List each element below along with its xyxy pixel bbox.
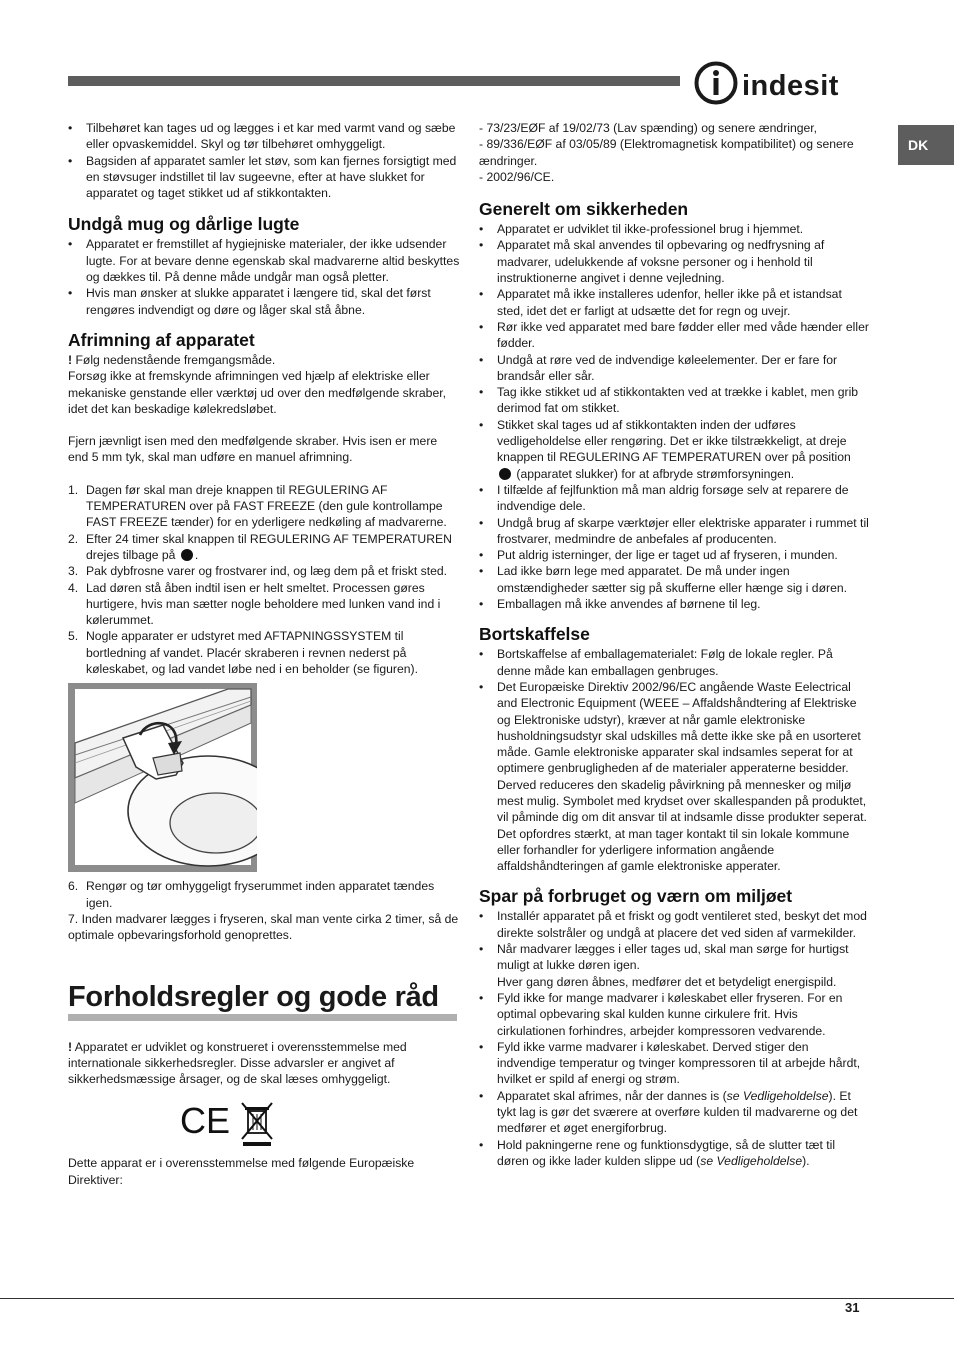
energy-text: Apparatet skal afrimes, når der dannes is ( [497,1088,727,1103]
step-number: 4. [68,580,79,595]
defrost-note-text: Følg nedenstående fremgangsmåde. [72,352,276,367]
list-item: • Undgå at røre ved de indvendige køleelementer. Der er fare for brandsår eller sår. [479,352,869,385]
energy-text: Hold pakningerne rene og funktionsdygtige, så de slutter tæt til døren og ikke lader kulden slippe ud ( [497,1137,836,1168]
list-item: • Put aldrig isterninger, der lige er taget ud af fryseren, i munden. [479,547,869,563]
list-item: • Hvis man ønsker at slukke apparatet i længere tid, skal det først rengøres indvendigt og døre og låger skal stå åbne. [68,285,460,318]
list-item [68,628,460,677]
list-item: • Bagsiden af apparatet samler let støv, som kan fjernes forsigtigt med en støvsuger indstillet til lav sugeevne, efter at have slukket for apparatet og taget stikket ud af stikkontakten. [68,153,460,202]
defrost-steps [68,482,460,678]
list-item: • Bortskaffelse af emballagematerialet: Følg de lokale regler. På denne måde kan emballagen genbruges. [479,646,869,679]
list-item: • Apparatet er udviklet til ikke-professionel brug i hjemmet. [479,221,869,237]
maintenance-ref: se Vedligeholdelse [700,1153,803,1168]
power-text: Stikket skal tages ud af stikkontakten inden der udføres vedligeholdelse eller rengøring. Det er ikke tilstrækkeligt, at dreje knappen til REGULERING AF TEMPERATUREN over på position [497,417,851,465]
step-number: 5. [68,629,79,644]
defrost-note [68,352,460,368]
list-item: • Apparatet må ikke installeres udenfor, heller ikke på et istandsat sted, idet det er farligt at udsætte det for regn og uvejr. [479,286,869,319]
footer-rule [0,1298,954,1299]
list-item: • Undgå brug af skarpe værktøjer eller elektriske apparater i rummet til frostvarer, medmindre de anbefales af producenten. [479,515,869,548]
step-text: Efter 24 timer skal knappen til REGULERING AF TEMPERATUREN drejes tilbage på [86,531,452,562]
step-number: 2. [68,531,79,546]
list-item: • I tilfælde af fejlfunktion må man aldrig forsøge selv at reparere de indvendige dele. [479,482,869,515]
defrost-paragraph: Forsøg ikke at fremskynde afrimningen ved hjælp af elektriske eller mekaniske genstande eller værktøj ud over den medfølgende skraber, idet det kan beskadige kølekredsløbet. [68,369,447,416]
list-item [479,1137,869,1170]
step-number: 1. [68,482,79,497]
safety-heading: Generelt om sikkerheden [479,199,689,220]
maintenance-ref: se Vedligeholdelse [726,1088,829,1103]
disposal-heading: Bortskaffelse [479,624,590,645]
list-item [68,482,460,531]
directives-intro: Dette apparat er i overensstemmelse med følgende Europæiske Direktiver: [68,1156,415,1187]
defrost-heading: Afrimning af apparatet [68,329,255,350]
directive-line: - 89/336/EØF af 03/05/89 (Elektromagnetisk kompatibilitet) og senere ændringer. [479,137,854,168]
energy-text: ). Et tykt lag is gør det sværere at overføre kulden til madvarerne og det medfører et øget energiforbrug. [497,1088,858,1136]
directive-line: - 2002/96/CE. [479,169,555,184]
section-title: Forholdsregler og gode råd [68,980,439,1013]
list-item [479,679,869,875]
left-column [68,120,460,1188]
intro-list [68,120,460,201]
list-item [68,878,460,911]
mould-list [68,236,460,317]
power-text-end: (apparatet slukker) for at afbryde strømforsyningen. [513,466,795,481]
ce-mark-icon: CE [180,1100,231,1142]
precautions-note-text: Apparatet er udviklet og konstrueret i overensstemmelse med internationale sikkerhedsregler. Disse advarsler er angivet af sikkerhedsmæssige årsager, og de skal læses omhyggeligt. [68,1039,407,1087]
title-underline [68,1014,457,1021]
off-position-icon [181,549,193,561]
weee-text-cont: Det opfordres stærkt, at man tager kontakt til sin lokale kommune eller forhandler for yderligere information angående affaldshåndteringen af gamle elektroniske apperater. [497,826,850,874]
list-item: • Fyld ikke varme madvarer i køleskabet. Derved stiger den indvendige temperatur og tvinger kompressoren til at arbejde hårdt, hvilket er spild af energi og strøm. [479,1039,869,1088]
list-item [68,911,460,944]
warning-mark: ! [68,352,73,367]
header-bar [68,76,680,86]
defrost-paragraph: Fjern jævnligt isen med den medfølgende skraber. Hvis isen er mere end 5 mm tyk, skal man udføre en manuel afrimning. [68,434,438,465]
weee-text: Det Europæiske Direktiv 2002/96/EC angående Waste Eelectrical and Electronic Equipment (WEEE – Affaldshåndtering af Elektriske og Elektroniske udstyr), kræver at når gamle elektroniske husholdningsudstyr skal udskilles må dette ikke ske på en usorteret måde. Gamle elektroniske apparater skal indsamles seperat for at optimere genbrugligheden af de materialer apperaterne besidder. Derved reduceres den skadelig påvirkning på mennesker og miljø mest mulig. Symbolet med krydset over skallespanden på produktet, vil påminde dig om dit ansvar til at indsamle disse produkter seperat. [497,679,867,825]
list-item: 2. Efter 24 timer skal knappen til REGULERING AF TEMPERATUREN drejes tilbage på . [68,531,452,562]
step-number: 7. [68,911,79,926]
list-item [68,580,460,629]
energy-list [479,908,869,1169]
list-item [479,417,869,482]
language-tab: DK [898,125,954,165]
list-item: • Apparatet er fremstillet af hygiejniske materialer, der ikke udsender lugte. For at bevare denne egenskab skal madvarerne altid beskyttes og dækkes til. På denne måde undgår man også pletter. [68,236,460,285]
step-text: Inden madvarer lægges i fryseren, skal man vente cirka 2 timer, så de optimale opbevaringsforhold genoprettes. [68,911,459,943]
defrost-steps-cont [68,878,460,943]
list-item: • Tilbehøret kan tages ud og lægges i et kar med varmt vand og sæbe eller opvaskemiddel. Skyl og tør tilbehøret omhyggeligt. [68,120,460,153]
energy-heading: Spar på forbruget og værn om miljøet [479,886,793,907]
list-item [479,941,869,990]
list-item: • Tag ikke stikket ud af stikkontakten ved at trække i kablet, men grib derimod fat om stikket. [479,384,869,417]
step-text: Dagen før skal man dreje knappen til REGULERING AF TEMPERATUREN over på FAST FREEZE (den gule kontrollampe FAST FREEZE tænder) for en yderligere nedkøling af madvarerne. [86,482,447,530]
list-item [68,563,460,579]
step-text: Nogle apparater er udstyret med AFTAPNINGSSYSTEM til bortledning af vandet. Placér skraberen i revnen nederst på køleskabet, og lad vandet løbe ned i en beholder (se figuren). [86,629,418,677]
drain-scraper-figure [68,683,257,872]
crossed-bin-icon [242,1103,272,1146]
disposal-list [479,646,869,874]
list-item [479,1088,869,1137]
list-item: • Emballagen må ikke anvendes af børnene til leg. [479,596,869,612]
list-item: • Installér apparatet på et friskt og godt ventileret sted, beskyt det mod direkte solstråler og undgå at placere det ved siden af varmekilder. [479,908,869,941]
indesit-logo [694,60,872,106]
list-item: • Apparatet må skal anvendes til opbevaring og nedfrysning af madvarer, udelukkende af voksne personer og i henhold til instruktionerne angivet i denne vejledning. [479,237,869,286]
right-column [479,120,869,1169]
precautions-note [68,1039,460,1088]
page-number: 31 [845,1300,860,1315]
step-text: Pak dybfrosne varer og frostvarer ind, og læg dem på et friskt sted. [86,564,448,579]
step-number: 3. [68,564,79,579]
safety-list [479,221,869,612]
step-number: 6. [68,879,79,894]
step-text: Rengør og tør omhyggeligt fryserummet inden apparatet tændes igen. [86,879,435,910]
energy-text: Når madvarer lægges i eller tages ud, skal man sørge for hurtigst muligt at lukke døren igen. [497,942,849,973]
directive-line: - 73/23/EØF af 19/02/73 (Lav spænding) og senere ændringer, [479,121,818,135]
logo-wordmark: indesit [742,70,839,102]
list-item: • Rør ikke ved apparatet med bare fødder eller med våde hænder eller fødder. [479,319,869,352]
ce-weee-marks [180,1097,280,1147]
energy-text-cont: Hver gang døren åbnes, medfører det et betydeligt energispild. [497,974,837,989]
mould-heading: Undgå mug og dårlige lugte [68,214,300,235]
off-position-icon [499,468,511,480]
step-text: Lad døren stå åben indtil isen er helt smeltet. Processen gøres hurtigere, hvis man sætter nogle beholdere med lunken vand ind i kølerummet. [86,580,441,628]
warning-mark: ! [68,1039,73,1054]
energy-text: ). [802,1153,810,1168]
list-item: • Fyld ikke for mange madvarer i køleskabet eller fryseren. For en optimal opbevaring skal kulden kunne cirkulere frit. Hvis cirkulationen forhindres, arbejder kompressoren vedvarende. [479,990,869,1039]
list-item: • Lad ikke børn lege med apparatet. De må under ingen omstændigheder sætter sig på skufferne eller hænge sig i døren. [479,563,869,596]
